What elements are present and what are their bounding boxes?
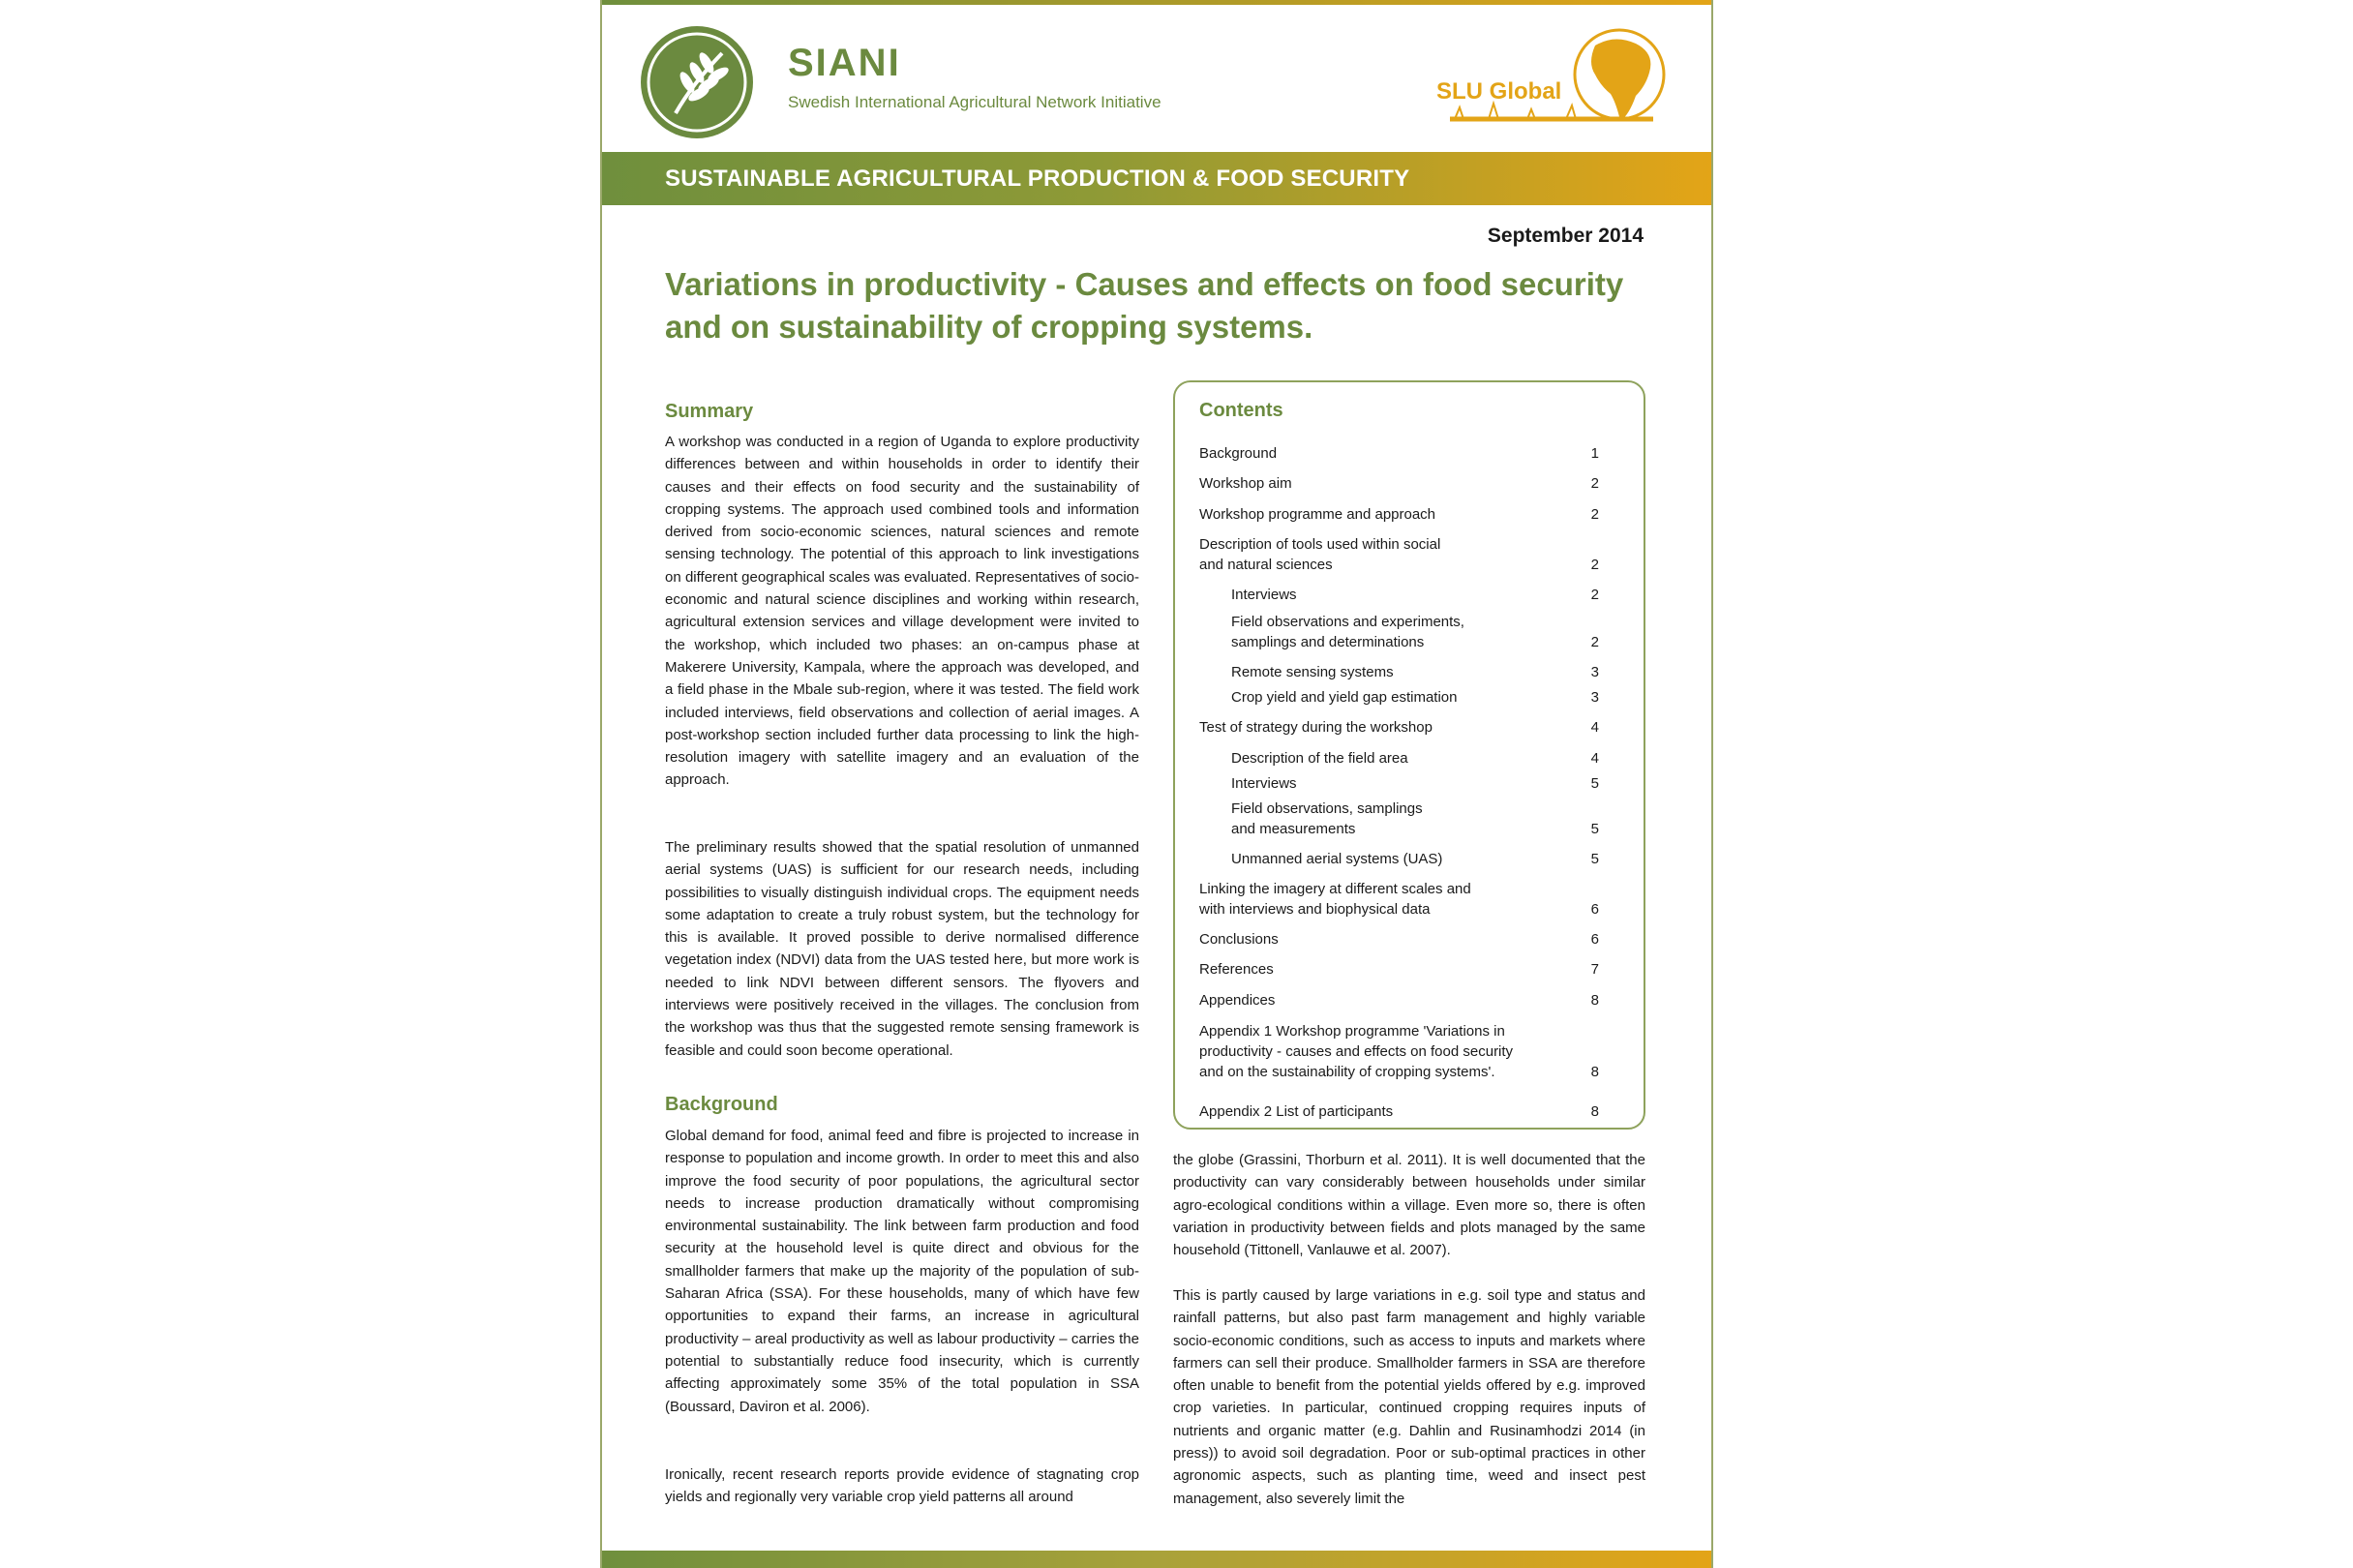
contents-page-number: 6	[1590, 901, 1599, 918]
contents-item-text: samplings and determinations	[1231, 634, 1425, 650]
contents-item-text: and measurements	[1231, 821, 1356, 837]
topic-banner	[602, 152, 1711, 205]
contents-item-text: Description of the field area	[1231, 750, 1408, 767]
contents-page-number: 3	[1590, 689, 1599, 706]
contents-item-text: Unmanned aerial systems (UAS)	[1231, 851, 1443, 867]
contents-item	[1199, 473, 1567, 494]
background-heading: Background	[665, 1094, 778, 1115]
contents-item	[1231, 748, 1567, 769]
contents-item	[1231, 799, 1567, 839]
contents-page-number: 3	[1590, 664, 1599, 680]
title-line-1: Variations in productivity - Causes and effects on food security	[665, 266, 1624, 302]
contents-page-number: 8	[1590, 1103, 1599, 1120]
contents-item-text: and on the sustainability of cropping systems'.	[1199, 1064, 1495, 1080]
contents-page-number: 6	[1590, 931, 1599, 948]
contents-box	[1173, 380, 1645, 1130]
contents-item-text: Appendices	[1199, 992, 1276, 1009]
contents-item	[1199, 959, 1567, 980]
contents-item-text: and natural sciences	[1199, 557, 1333, 573]
contents-item-text: with interviews and biophysical data	[1199, 901, 1431, 918]
contents-item	[1199, 534, 1567, 575]
contents-item-text: Linking the imagery at different scales and	[1199, 881, 1471, 897]
background-paragraph-4: This is partly caused by large variations in e.g. soil type and status and rainfall patterns, but also past farm management and highly variable socio-economic conditions, such as access to inputs and markets where farmers can sell their produce. Smallholder farmers in SSA are therefore often unable to benefit from the potential yields offered by e.g. improved crop varieties. In particular, continued cropping requires inputs of nutrients and organic matter (e.g. Dahlin and Rusinamhodzi 2014 (in press)) to avoid soil degradation. Poor or sub-optimal practices in other agronomic aspects, such as planting time, weed and insect pest management, also severely limit the	[1173, 1287, 1645, 1507]
contents-item-text: Interviews	[1231, 775, 1297, 792]
contents-item-text: Background	[1199, 445, 1278, 462]
background-paragraph-3: the globe (Grassini, Thorburn et al. 2011). It is well documented that the productivity can vary considerably between households under similar agro-ecological conditions within a village. Even more so, there is often variation in productivity between fields and plots managed by the same household (Tittonell, Vanlauwe et al. 2007).	[1173, 1152, 1645, 1259]
contents-page-number: 2	[1590, 475, 1599, 492]
contents-item-text: Test of strategy during the workshop	[1199, 719, 1433, 736]
bottom-border	[602, 1551, 1711, 1568]
contents-page-number: 8	[1590, 992, 1599, 1009]
title-line-2: and on sustainability of cropping systems.	[665, 309, 1313, 345]
partner-logo-text: SLU Global	[1436, 78, 1562, 105]
contents-item	[1231, 662, 1567, 682]
contents-page-number: 5	[1590, 775, 1599, 792]
brand-name: SIANI	[788, 42, 901, 84]
contents-item	[1199, 717, 1567, 738]
contents-item	[1199, 929, 1567, 950]
header	[602, 5, 1711, 152]
contents-item-text: Workshop programme and approach	[1199, 506, 1436, 523]
contents-page-number: 2	[1590, 587, 1599, 603]
contents-item-text: Field observations and experiments,	[1231, 614, 1464, 630]
contents-item-text: productivity - causes and effects on food security	[1199, 1043, 1514, 1060]
banner-text: SUSTAINABLE AGRICULTURAL PRODUCTION & FOOD SECURITY	[665, 166, 1410, 192]
contents-item-text: Appendix 1 Workshop programme 'Variations in	[1199, 1023, 1505, 1040]
contents-page-number: 2	[1590, 506, 1599, 523]
contents-item	[1231, 585, 1567, 605]
siani-wheat-logo-icon	[639, 24, 755, 140]
contents-item-text: Field observations, samplings	[1231, 800, 1423, 817]
contents-item	[1199, 443, 1567, 464]
contents-page-number: 7	[1590, 961, 1599, 978]
contents-page-number: 1	[1590, 445, 1599, 462]
document-title	[665, 263, 1662, 348]
contents-item	[1199, 990, 1567, 1010]
contents-page-number: 5	[1590, 821, 1599, 837]
publication-date: September 2014	[1487, 225, 1644, 247]
contents-item-text: Workshop aim	[1199, 475, 1292, 492]
contents-item-text: Remote sensing systems	[1231, 664, 1394, 680]
contents-item	[1199, 504, 1567, 525]
contents-page-number: 2	[1590, 634, 1599, 650]
contents-item	[1199, 1021, 1567, 1082]
contents-page-number: 4	[1590, 750, 1599, 767]
contents-item-text: Conclusions	[1199, 931, 1279, 948]
contents-page-number: 5	[1590, 851, 1599, 867]
background-paragraph-2: Ironically, recent research reports provide evidence of stagnating crop yields and regionally very variable crop yield patterns all around	[665, 1466, 1139, 1506]
summary-paragraph-1: A workshop was conducted in a region of Uganda to explore productivity differences between and within households in order to identify their causes and their effects on food security and the sustainability of cropping systems. The approach used combined tools and information derived from socio-economic sciences, natural sciences and remote sensing technology. The potential of this approach to link investigations on different geographical scales was evaluated. Representatives of socio-economic and natural science disciplines and working within research, agricultural extension services and village development were invited to the workshop, which included two phases: an on-campus phase at Makerere University, Kampala, where the approach was developed, and a field phase in the Mbale sub-region, where it was tested. The field work included interviews, field observations and collection of aerial images. A post-workshop section included further data processing to link the high-resolution imagery with satellite imagery and an evaluation of the approach.	[665, 434, 1139, 789]
contents-item	[1231, 612, 1567, 652]
contents-page-number: 4	[1590, 719, 1599, 736]
slu-global-logo	[1431, 26, 1673, 135]
contents-page-number: 8	[1590, 1064, 1599, 1080]
contents-item	[1199, 1101, 1567, 1122]
contents-item-text: References	[1199, 961, 1274, 978]
contents-heading: Contents	[1199, 400, 1283, 421]
contents-item-text: Crop yield and yield gap estimation	[1231, 689, 1458, 706]
background-paragraph-1: Global demand for food, animal feed and fibre is projected to increase in response to population and income growth. In order to meet this and also improve the food security of poor populations, the agricultural sector needs to increase production dramatically without compromising environmental sustainability. The link between farm production and food security at the household level is quite direct and obvious for the smallholder farmers that make up the majority of the population of sub-Saharan Africa (SSA). For these households, many of which have few opportunities to expand their farms, an increase in agricultural productivity – areal productivity as well as labour productivity – carries the potential to substantially reduce food insecurity, which is currently affecting approximately some 35% of the total population in SSA (Boussard, Daviron et al. 2006).	[665, 1128, 1139, 1415]
contents-page-number: 2	[1590, 557, 1599, 573]
summary-paragraph-2: The preliminary results showed that the spatial resolution of unmanned aerial systems (UAS) is sufficient for our research needs, including possibilities to visually distinguish individual crops. The equipment needs some adaptation to create a truly robust system, but the technology for this is available. It proved possible to derive normalised difference vegetation index (NDVI) data from the UAS tested here, but more work is needed to link NDVI between different sensors. The flyovers and interviews were positively received in the villages. The conclusion from the workshop was thus that the suggested remote sensing framework is feasible and could soon become operational.	[665, 839, 1139, 1059]
contents-item	[1231, 687, 1567, 708]
brand-subtitle: Swedish International Agricultural Network Initiative	[788, 93, 1161, 111]
contents-item	[1231, 849, 1567, 869]
contents-item	[1199, 879, 1567, 920]
contents-item	[1231, 773, 1567, 794]
contents-item-text: Appendix 2 List of participants	[1199, 1103, 1394, 1120]
contents-item-text: Description of tools used within social	[1199, 536, 1441, 553]
contents-item-text: Interviews	[1231, 587, 1297, 603]
document-page	[600, 0, 1713, 1568]
summary-heading: Summary	[665, 401, 754, 422]
